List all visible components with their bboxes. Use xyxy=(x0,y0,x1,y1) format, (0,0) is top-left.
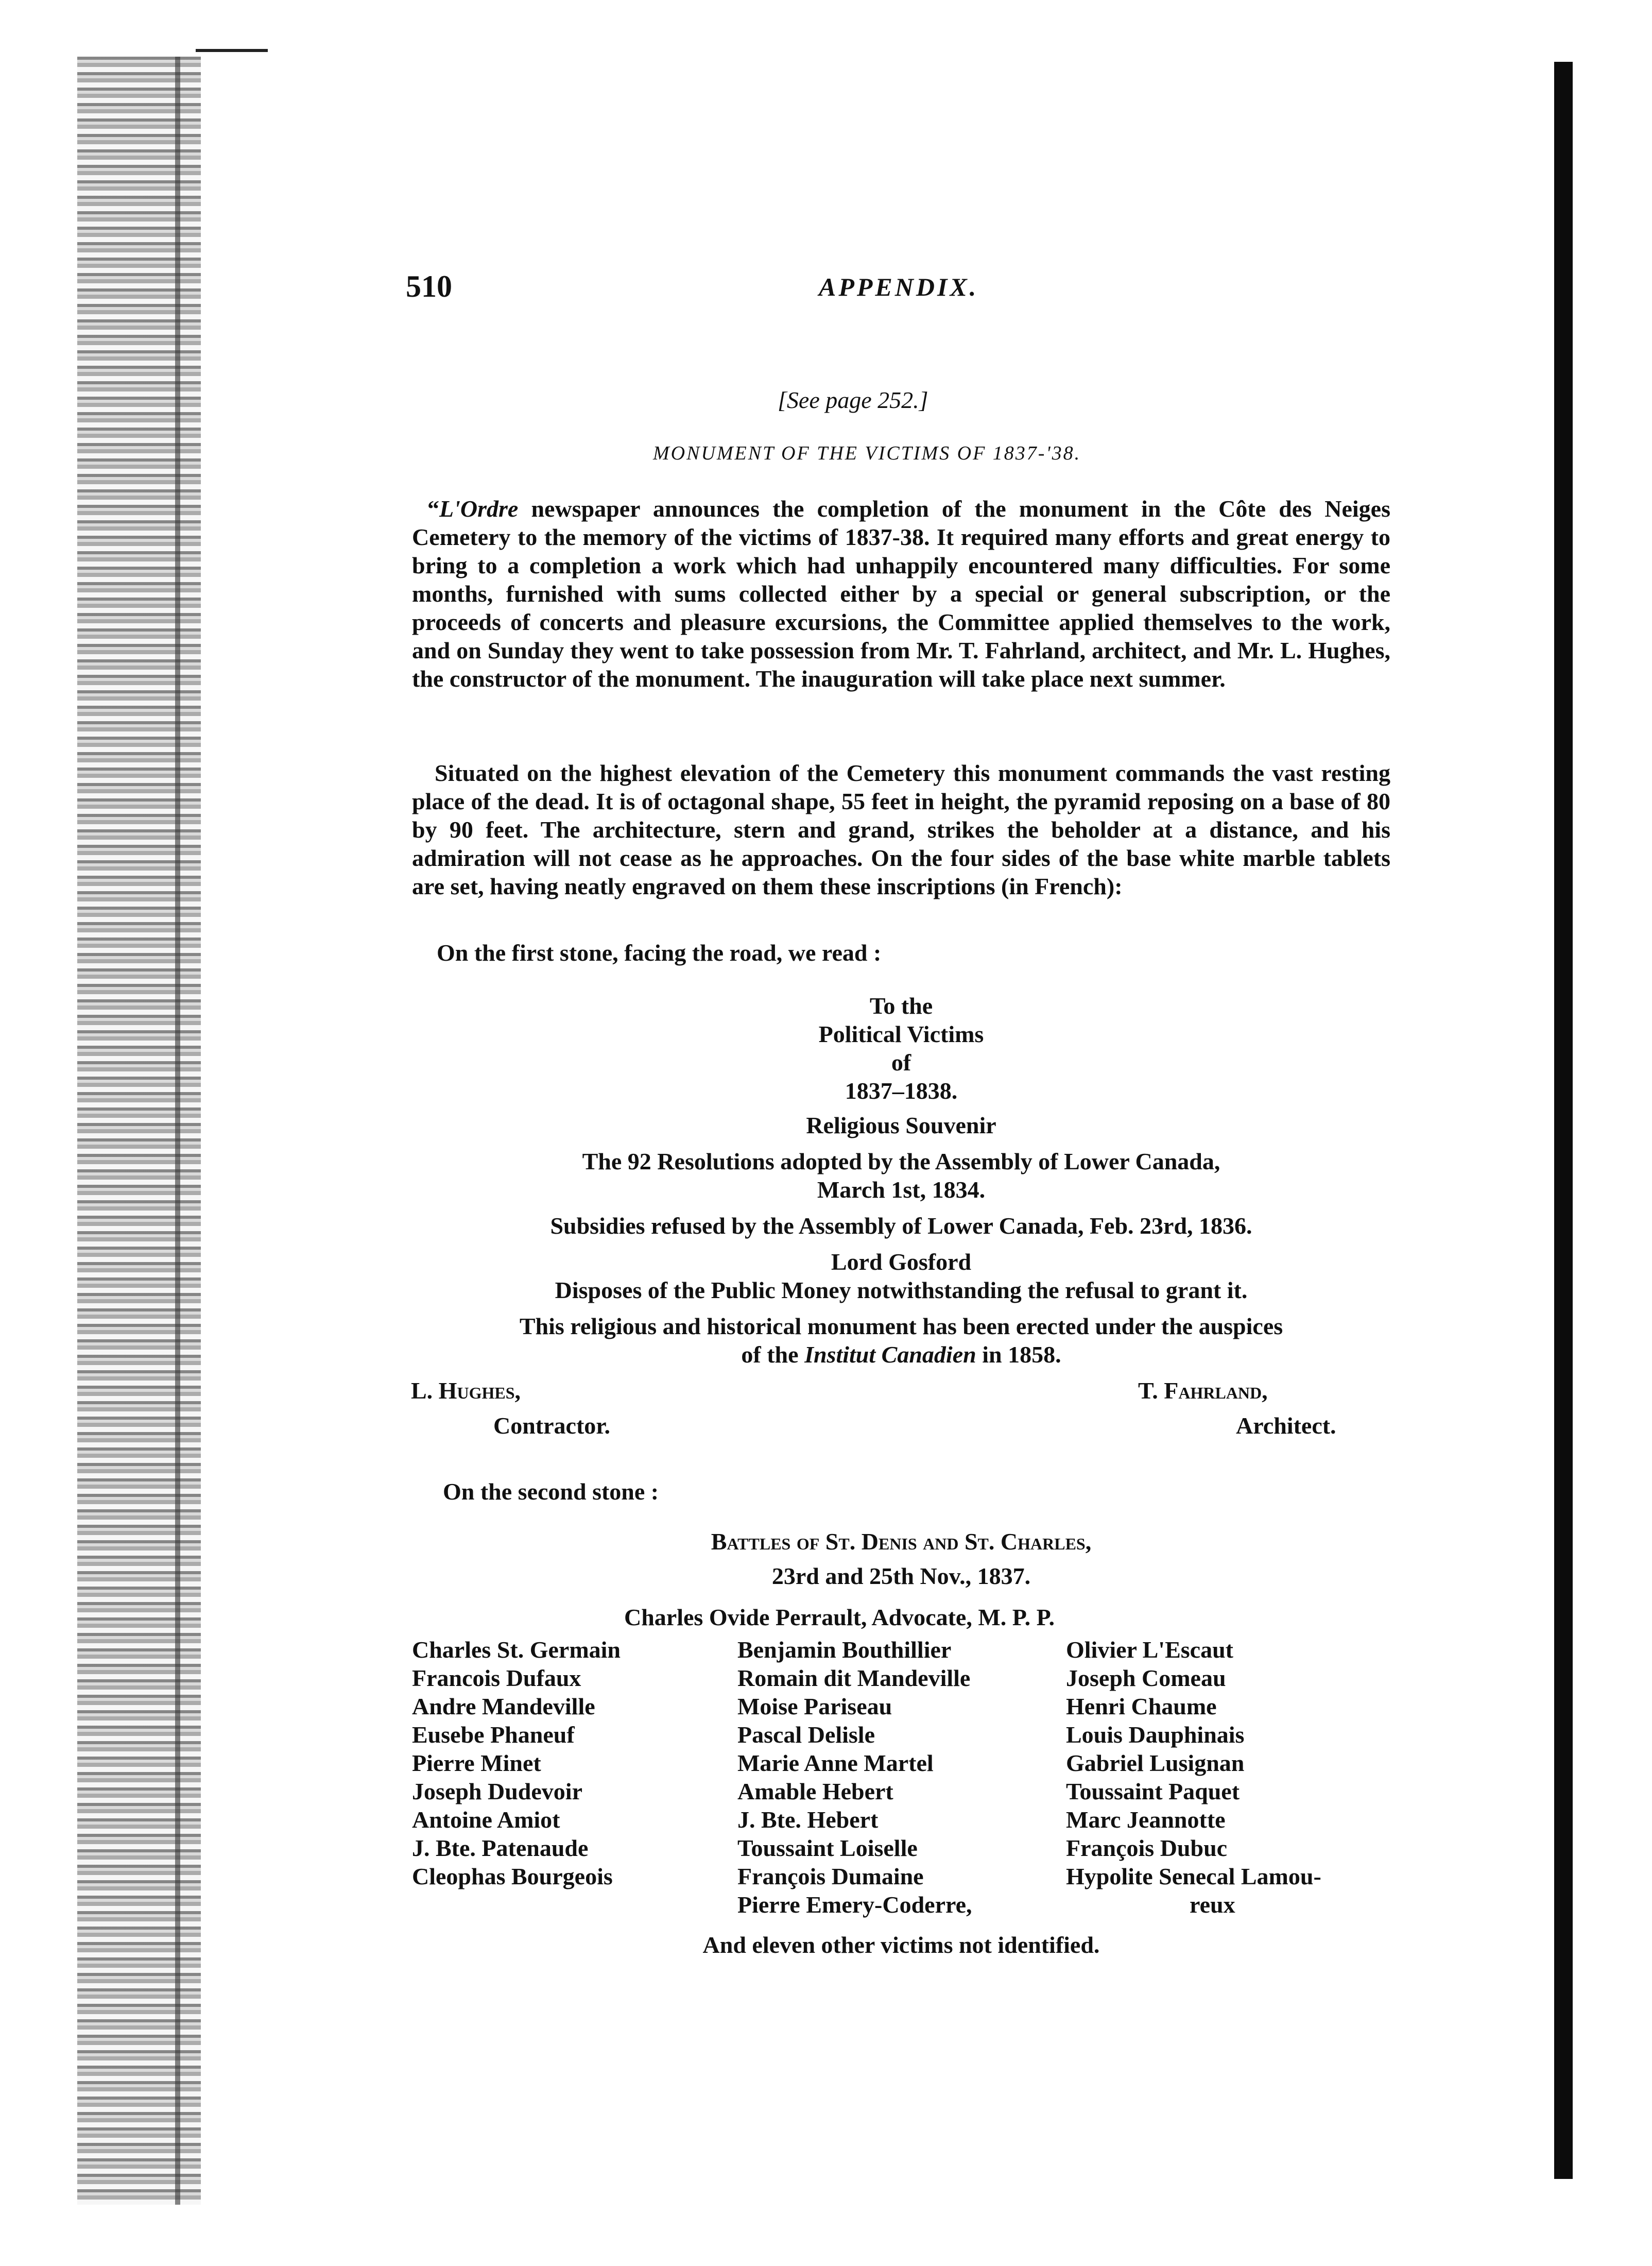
list-item: Moise Pariseau xyxy=(737,1693,892,1719)
list-item: Joseph Comeau xyxy=(1066,1665,1226,1691)
list-item: Marc Jeannotte xyxy=(1066,1807,1226,1833)
list-item: Olivier L'Escaut xyxy=(1066,1637,1233,1663)
inscription-line: Political Victims xyxy=(818,1021,984,1047)
inscription-line: This religious and historical monument has been erected under the auspices xyxy=(519,1313,1283,1339)
section-title: MONUMENT OF THE VICTIMS OF 1837-'38. xyxy=(653,442,1081,464)
list-item: Henri Chaume xyxy=(1066,1693,1217,1719)
list-item: J. Bte. Hebert xyxy=(737,1807,879,1833)
inscription-line: of the Institut Canadien in 1858. xyxy=(741,1341,1061,1368)
inscription-line: The 92 Resolutions adopted by the Assembly of Lower Canada, xyxy=(582,1148,1220,1174)
inscription-line: Disposes of the Public Money notwithstanding the refusal to grant it. xyxy=(555,1277,1248,1303)
list-item: Hypolite Senecal Lamou- xyxy=(1066,1863,1321,1889)
battles-dates: 23rd and 25th Nov., 1837. xyxy=(771,1563,1031,1589)
see-page-reference: [See page 252.] xyxy=(778,387,928,413)
list-item: Pierre Emery-Coderre, xyxy=(737,1892,972,1918)
architect-name: T. Fahrland, xyxy=(1138,1377,1268,1404)
institute-name: Institut Canadien xyxy=(804,1341,976,1368)
architect-role: Architect. xyxy=(1236,1412,1336,1439)
list-item: Antoine Amiot xyxy=(412,1807,560,1833)
running-header: APPENDIX. xyxy=(819,272,979,301)
list-item: reux xyxy=(1190,1892,1235,1918)
inscription-line: of xyxy=(891,1049,911,1076)
inscription-line: 1837–1838. xyxy=(845,1078,958,1104)
list-item: Toussaint Loiselle xyxy=(737,1835,918,1861)
paragraph-announcement xyxy=(412,495,1390,693)
open-quote: “ xyxy=(427,496,439,522)
list-item: Gabriel Lusignan xyxy=(1066,1750,1245,1776)
closing-line: And eleven other victims not identified. xyxy=(702,1932,1100,1958)
inscription-line: Subsidies refused by the Assembly of Lower Canada, Feb. 23rd, 1836. xyxy=(550,1213,1252,1239)
list-item: François Dubuc xyxy=(1066,1835,1228,1861)
list-item: Louis Dauphinais xyxy=(1066,1722,1245,1748)
contractor-name: L. Hughes, xyxy=(411,1377,521,1404)
paragraph-description: Situated on the highest elevation of the Cemetery this monument commands the vast resting place of the dead. It is of octagonal shape, 55 feet in height, the pyramid reposing on a base of 80 by 90 feet. The architecture, stern and grand, strikes the beholder at a distance, and his admiration will not cease as he approaches. On the four sides of the base white marble tablets are set, having neatly engraved on them these inscriptions (in French): xyxy=(412,760,1390,899)
inscription-line: Religious Souvenir xyxy=(806,1112,996,1138)
inscription-line: To the xyxy=(869,993,933,1019)
list-item: Pascal Delisle xyxy=(737,1722,875,1748)
list-item: Francois Dufaux xyxy=(412,1665,581,1691)
list-item: Cleophas Bourgeois xyxy=(412,1863,613,1889)
second-stone-intro: On the second stone : xyxy=(443,1478,659,1505)
victims-column-1 xyxy=(412,1635,621,1890)
inscription-line: Lord Gosford xyxy=(831,1249,972,1275)
lead-victim: Charles Ovide Perrault, Advocate, M. P. P. xyxy=(624,1604,1055,1630)
newspaper-name: L'Ordre xyxy=(439,496,519,522)
list-item: Toussaint Paquet xyxy=(1066,1778,1240,1804)
first-stone-intro: On the first stone, facing the road, we read : xyxy=(437,940,882,966)
page-number: 510 xyxy=(406,269,452,303)
list-item: François Dumaine xyxy=(737,1863,924,1889)
victims-column-3 xyxy=(1066,1635,1321,1919)
victims-column-2 xyxy=(737,1635,972,1919)
battles-heading: Battles of St. Denis and St. Charles, xyxy=(711,1528,1092,1555)
contractor-role: Contractor. xyxy=(493,1412,610,1439)
list-item: Charles St. Germain xyxy=(412,1637,621,1663)
list-item: J. Bte. Patenaude xyxy=(412,1835,589,1861)
inscription-line: March 1st, 1834. xyxy=(817,1177,986,1203)
list-item: Amable Hebert xyxy=(737,1778,893,1804)
list-item: Romain dit Mandeville xyxy=(737,1665,971,1691)
list-item: Benjamin Bouthillier xyxy=(737,1637,952,1663)
list-item: Eusebe Phaneuf xyxy=(412,1722,575,1748)
list-item: Marie Anne Martel xyxy=(737,1750,934,1776)
list-item: Pierre Minet xyxy=(412,1750,541,1776)
paragraph-announcement-text: newspaper announces the completion of the monument in the Côte des Neiges Cemetery to the memory of the victims of 1837-38. It required many efforts and great energy to bring to a completion a work which had unhappily encountered many difficulties. For some months, furnished with sums collected either by a special or general subscription, or the proceeds of concerts and pleasure excursions, the Committee applied themselves to the work, and on Sunday they went to take possession from Mr. T. Fahrland, architect, and Mr. L. Hughes, the constructor of the monument. The inauguration will take place next summer. xyxy=(412,496,1390,692)
list-item: Andre Mandeville xyxy=(412,1693,595,1719)
list-item: Joseph Dudevoir xyxy=(412,1778,582,1804)
